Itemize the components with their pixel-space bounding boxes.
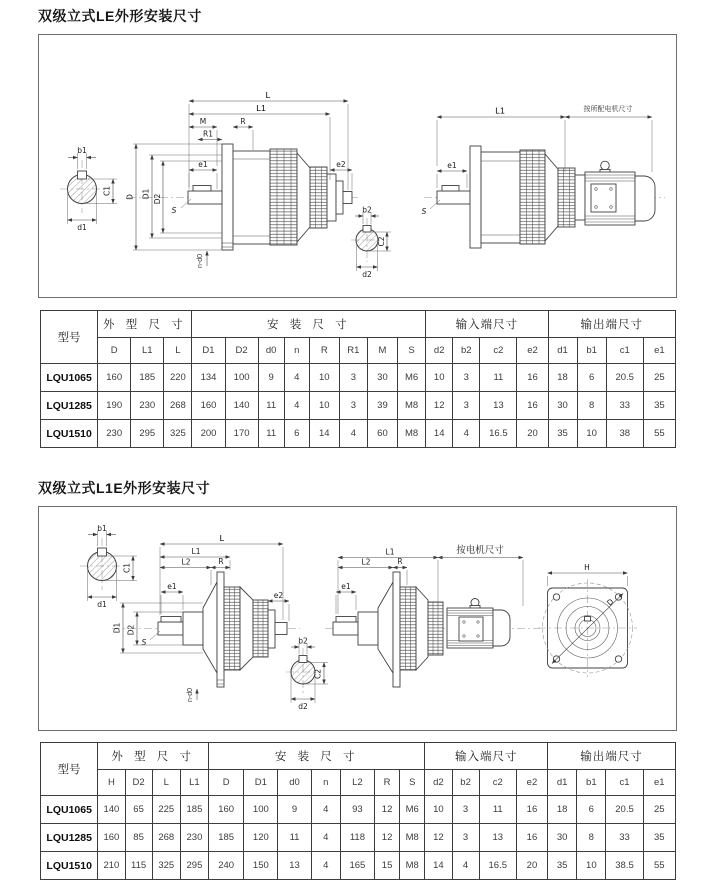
col-header: c2 xyxy=(479,770,516,796)
l1e-outline-drawing xyxy=(39,507,674,728)
dim-label-s: S xyxy=(171,206,177,215)
col-header: S xyxy=(400,770,425,796)
dim-label-c1: C1 xyxy=(122,562,132,574)
cell: 9 xyxy=(258,364,284,392)
col-header: D1 xyxy=(192,338,225,364)
cell: 185 xyxy=(131,364,164,392)
model-cell: LQU1285 xyxy=(41,392,98,420)
dim-label-c2: C2 xyxy=(377,236,386,247)
cell: 325 xyxy=(164,420,192,448)
dim-label-D2: D2 xyxy=(153,193,162,205)
cell: 325 xyxy=(152,852,180,880)
model-cell: LQU1065 xyxy=(41,796,98,824)
table-row xyxy=(41,364,676,392)
le-outline-drawing xyxy=(39,35,674,295)
group-header: 安 装 尺 寸 xyxy=(192,311,426,338)
cell: M8 xyxy=(400,852,425,880)
cell: 12 xyxy=(425,824,452,852)
cell: 30 xyxy=(367,364,397,392)
cell: 160 xyxy=(192,392,225,420)
cell: 10 xyxy=(309,364,339,392)
dim-label-e2: e2 xyxy=(336,160,346,169)
dim-label-D1: D1 xyxy=(141,188,151,200)
cell: 11 xyxy=(258,392,284,420)
model-cell: LQU1510 xyxy=(41,852,98,880)
cell: 4 xyxy=(284,364,309,392)
table-header-cols xyxy=(41,770,676,796)
cell: 3 xyxy=(453,364,480,392)
cell: M8 xyxy=(398,420,426,448)
dim-label-L1: L1 xyxy=(385,547,395,557)
cell: 4 xyxy=(311,824,340,852)
dim-label-H: H xyxy=(584,563,590,572)
cell: 240 xyxy=(209,852,244,880)
cell: 16.5 xyxy=(479,852,516,880)
cell: 55 xyxy=(643,852,675,880)
col-header: S xyxy=(398,338,426,364)
col-header: D1 xyxy=(244,770,278,796)
cell: 230 xyxy=(180,824,208,852)
cell: 160 xyxy=(98,364,131,392)
dim-label-b2: b2 xyxy=(298,636,308,646)
cell: 11 xyxy=(479,796,516,824)
cell: 11 xyxy=(278,824,311,852)
col-header: b2 xyxy=(452,770,479,796)
reducer-with-motor-view xyxy=(325,544,540,687)
cell: M8 xyxy=(398,392,426,420)
cell: 35 xyxy=(548,420,577,448)
motor-size-note: 按电机尺寸 xyxy=(456,545,504,556)
cell: 200 xyxy=(192,420,225,448)
cell: 3 xyxy=(339,392,367,420)
cell: 185 xyxy=(209,824,244,852)
group-header: 外 型 尺 寸 xyxy=(98,311,192,338)
cell: M6 xyxy=(400,796,425,824)
cell: 165 xyxy=(340,852,374,880)
cell: 8 xyxy=(577,824,606,852)
dim-label-e1: e1 xyxy=(341,582,351,591)
dim-label-s: S xyxy=(421,207,427,216)
cell: 225 xyxy=(152,796,180,824)
dim-label-nd0: n-d0 xyxy=(197,253,204,268)
dim-label-d1: d1 xyxy=(77,223,87,232)
cell: 20 xyxy=(517,420,548,448)
cell: 11 xyxy=(258,420,284,448)
cell: 18 xyxy=(548,364,577,392)
col-header: e1 xyxy=(643,770,675,796)
col-header: R xyxy=(309,338,339,364)
dim-label-d1: d1 xyxy=(97,600,107,609)
cell: 134 xyxy=(192,364,225,392)
cell: 100 xyxy=(225,364,258,392)
group-header: 外 型 尺 寸 xyxy=(98,743,209,770)
cell: 4 xyxy=(452,852,479,880)
dim-label-R1: R1 xyxy=(203,129,213,139)
cell: 230 xyxy=(131,392,164,420)
cell: 268 xyxy=(164,392,192,420)
col-header: L xyxy=(152,770,180,796)
col-header: H xyxy=(98,770,125,796)
dim-label-D2: D2 xyxy=(126,624,136,636)
col-header: n xyxy=(284,338,309,364)
dim-label-L1: L1 xyxy=(191,547,201,556)
dim-label-R: R xyxy=(218,557,224,566)
drawing-panel-le xyxy=(38,34,677,298)
dim-label-c1: C1 xyxy=(102,185,112,197)
col-header: D2 xyxy=(125,770,152,796)
cell: 210 xyxy=(98,852,125,880)
cell: 25 xyxy=(643,796,675,824)
dim-label-s: S xyxy=(141,638,147,647)
dim-label-D1: D1 xyxy=(112,622,122,634)
cell: 16 xyxy=(516,824,547,852)
dim-label-L2: L2 xyxy=(181,557,191,567)
table-row xyxy=(41,852,676,880)
dim-label-R: R xyxy=(240,117,246,126)
model-header: 型号 xyxy=(41,311,98,364)
section-title: 双级立式L1E外形安装尺寸 xyxy=(38,480,211,496)
table-header-groups xyxy=(41,311,676,338)
col-header: e2 xyxy=(517,338,548,364)
table-row xyxy=(41,392,676,420)
cell: 220 xyxy=(164,364,192,392)
group-header: 输入端尺寸 xyxy=(426,311,548,338)
col-header: c1 xyxy=(606,338,643,364)
col-header: D xyxy=(209,770,244,796)
group-header: 输出端尺寸 xyxy=(548,311,675,338)
cell: 20.5 xyxy=(606,364,643,392)
cell: 10 xyxy=(309,392,339,420)
col-header: D xyxy=(98,338,131,364)
cell: 15 xyxy=(375,852,400,880)
cell: 3 xyxy=(452,824,479,852)
dim-label-D: D xyxy=(605,596,616,608)
section-title: 双级立式LE外形安装尺寸 xyxy=(38,8,202,24)
l1e-dimension-table xyxy=(40,742,676,880)
dim-label-L: L xyxy=(219,533,225,543)
cell: 14 xyxy=(425,852,452,880)
cell: 12 xyxy=(375,824,400,852)
cell: 13 xyxy=(479,824,516,852)
dim-label-D: D xyxy=(125,194,135,200)
cell: 10 xyxy=(577,852,606,880)
group-header: 安 装 尺 寸 xyxy=(209,743,425,770)
dim-label-L1: L1 xyxy=(256,103,266,113)
col-header: d0 xyxy=(258,338,284,364)
cell: 25 xyxy=(643,364,675,392)
cell: 20 xyxy=(516,852,547,880)
group-header: 输出端尺寸 xyxy=(548,743,676,770)
cell: 140 xyxy=(225,392,258,420)
col-header: L xyxy=(164,338,192,364)
col-header: b1 xyxy=(577,338,606,364)
cell: 3 xyxy=(339,364,367,392)
cell: 20.5 xyxy=(606,796,643,824)
cell: 190 xyxy=(98,392,131,420)
group-header: 输入端尺寸 xyxy=(425,743,548,770)
cell: 10 xyxy=(426,364,453,392)
col-header: d2 xyxy=(426,338,453,364)
cell: 8 xyxy=(577,392,606,420)
cell: 38.5 xyxy=(606,852,643,880)
input-shaft-section xyxy=(351,206,391,280)
cell: 60 xyxy=(367,420,397,448)
dim-label-b2: b2 xyxy=(362,205,372,215)
cell: 14 xyxy=(426,420,453,448)
cell: 33 xyxy=(606,824,643,852)
cell: 100 xyxy=(244,796,278,824)
dim-label-c2: C2 xyxy=(313,668,323,680)
col-header: b1 xyxy=(577,770,606,796)
output-shaft-section xyxy=(80,524,137,609)
dim-label-R: R xyxy=(397,557,403,566)
cell: 10 xyxy=(425,796,452,824)
col-header: c2 xyxy=(480,338,517,364)
flange-front-view xyxy=(538,563,637,677)
dim-label-b1: b1 xyxy=(77,146,87,155)
cell: 35 xyxy=(643,392,675,420)
col-header: L2 xyxy=(340,770,374,796)
cell: 118 xyxy=(340,824,374,852)
dim-label-b1: b1 xyxy=(97,524,107,533)
cell: 38 xyxy=(606,420,643,448)
cell: 30 xyxy=(548,824,577,852)
model-cell: LQU1065 xyxy=(41,364,98,392)
cell: 13 xyxy=(278,852,311,880)
dim-label-d2: d2 xyxy=(362,270,372,279)
table-header-groups xyxy=(41,743,676,770)
cell: 120 xyxy=(244,824,278,852)
cell: 10 xyxy=(577,420,606,448)
col-header: R1 xyxy=(339,338,367,364)
dim-label-L2: L2 xyxy=(361,557,371,567)
reducer-with-motor-view xyxy=(422,104,665,248)
cell: 3 xyxy=(453,392,480,420)
col-header: c1 xyxy=(606,770,643,796)
reducer-side-view xyxy=(112,533,300,702)
motor-size-note: 按所配电机尺寸 xyxy=(583,106,633,113)
col-header: e1 xyxy=(643,338,675,364)
col-header: R xyxy=(375,770,400,796)
col-header: L1 xyxy=(131,338,164,364)
cell: 4 xyxy=(311,852,340,880)
cell: 140 xyxy=(98,796,125,824)
cell: 16 xyxy=(517,392,548,420)
col-header: d1 xyxy=(548,338,577,364)
cell: 4 xyxy=(453,420,480,448)
col-header: M xyxy=(367,338,397,364)
cell: 14 xyxy=(309,420,339,448)
cell: 6 xyxy=(577,796,606,824)
cell: 295 xyxy=(131,420,164,448)
col-header: D2 xyxy=(225,338,258,364)
cell: 268 xyxy=(152,824,180,852)
dim-label-e2: e2 xyxy=(273,591,284,600)
cell: 12 xyxy=(375,796,400,824)
table-row xyxy=(41,824,676,852)
le-dimension-table xyxy=(40,310,676,448)
col-header: n xyxy=(311,770,340,796)
cell: 12 xyxy=(426,392,453,420)
cell: M6 xyxy=(398,364,426,392)
cell: 16 xyxy=(517,364,548,392)
reducer-side-view xyxy=(126,90,359,268)
cell: 18 xyxy=(548,796,577,824)
drawing-panel-l1e xyxy=(38,506,677,731)
dim-label-e1: e1 xyxy=(447,161,457,170)
dim-label-d2: d2 xyxy=(298,702,308,711)
cell: 160 xyxy=(98,824,125,852)
cell: 30 xyxy=(548,392,577,420)
cell: 4 xyxy=(284,392,309,420)
cell: 39 xyxy=(367,392,397,420)
table-header-cols xyxy=(41,338,676,364)
dim-label-e1: e1 xyxy=(198,160,208,169)
cell: 13 xyxy=(480,392,517,420)
cell: 11 xyxy=(480,364,517,392)
cell: 35 xyxy=(643,824,675,852)
col-header: d0 xyxy=(278,770,311,796)
col-header: d2 xyxy=(425,770,452,796)
dim-label-L: L xyxy=(265,90,271,100)
cell: 6 xyxy=(577,364,606,392)
dim-label-e1: e1 xyxy=(167,582,177,591)
cell: 4 xyxy=(311,796,340,824)
model-cell: LQU1285 xyxy=(41,824,98,852)
cell: 150 xyxy=(244,852,278,880)
cell: 85 xyxy=(125,824,152,852)
col-header: e2 xyxy=(516,770,547,796)
cell: 160 xyxy=(209,796,244,824)
cell: 33 xyxy=(606,392,643,420)
dim-label-L1: L1 xyxy=(495,105,505,116)
input-shaft-section xyxy=(286,637,328,712)
col-header: b2 xyxy=(453,338,480,364)
cell: 115 xyxy=(125,852,152,880)
model-header: 型号 xyxy=(41,743,98,796)
cell: 55 xyxy=(643,420,675,448)
output-shaft-section xyxy=(60,146,117,232)
cell: 93 xyxy=(340,796,374,824)
cell: 16.5 xyxy=(480,420,517,448)
cell: 16 xyxy=(516,796,547,824)
col-header: L1 xyxy=(180,770,208,796)
dim-label-M: M xyxy=(199,117,207,126)
col-header: d1 xyxy=(548,770,577,796)
cell: 185 xyxy=(180,796,208,824)
cell: M8 xyxy=(400,824,425,852)
cell: 65 xyxy=(125,796,152,824)
cell: 6 xyxy=(284,420,309,448)
cell: 9 xyxy=(278,796,311,824)
cell: 4 xyxy=(339,420,367,448)
cell: 170 xyxy=(225,420,258,448)
dim-label-nd0: n-d0 xyxy=(187,687,194,702)
cell: 295 xyxy=(180,852,208,880)
table-row xyxy=(41,420,676,448)
cell: 3 xyxy=(452,796,479,824)
cell: 230 xyxy=(98,420,131,448)
table-row xyxy=(41,796,676,824)
cell: 35 xyxy=(548,852,577,880)
model-cell: LQU1510 xyxy=(41,420,98,448)
